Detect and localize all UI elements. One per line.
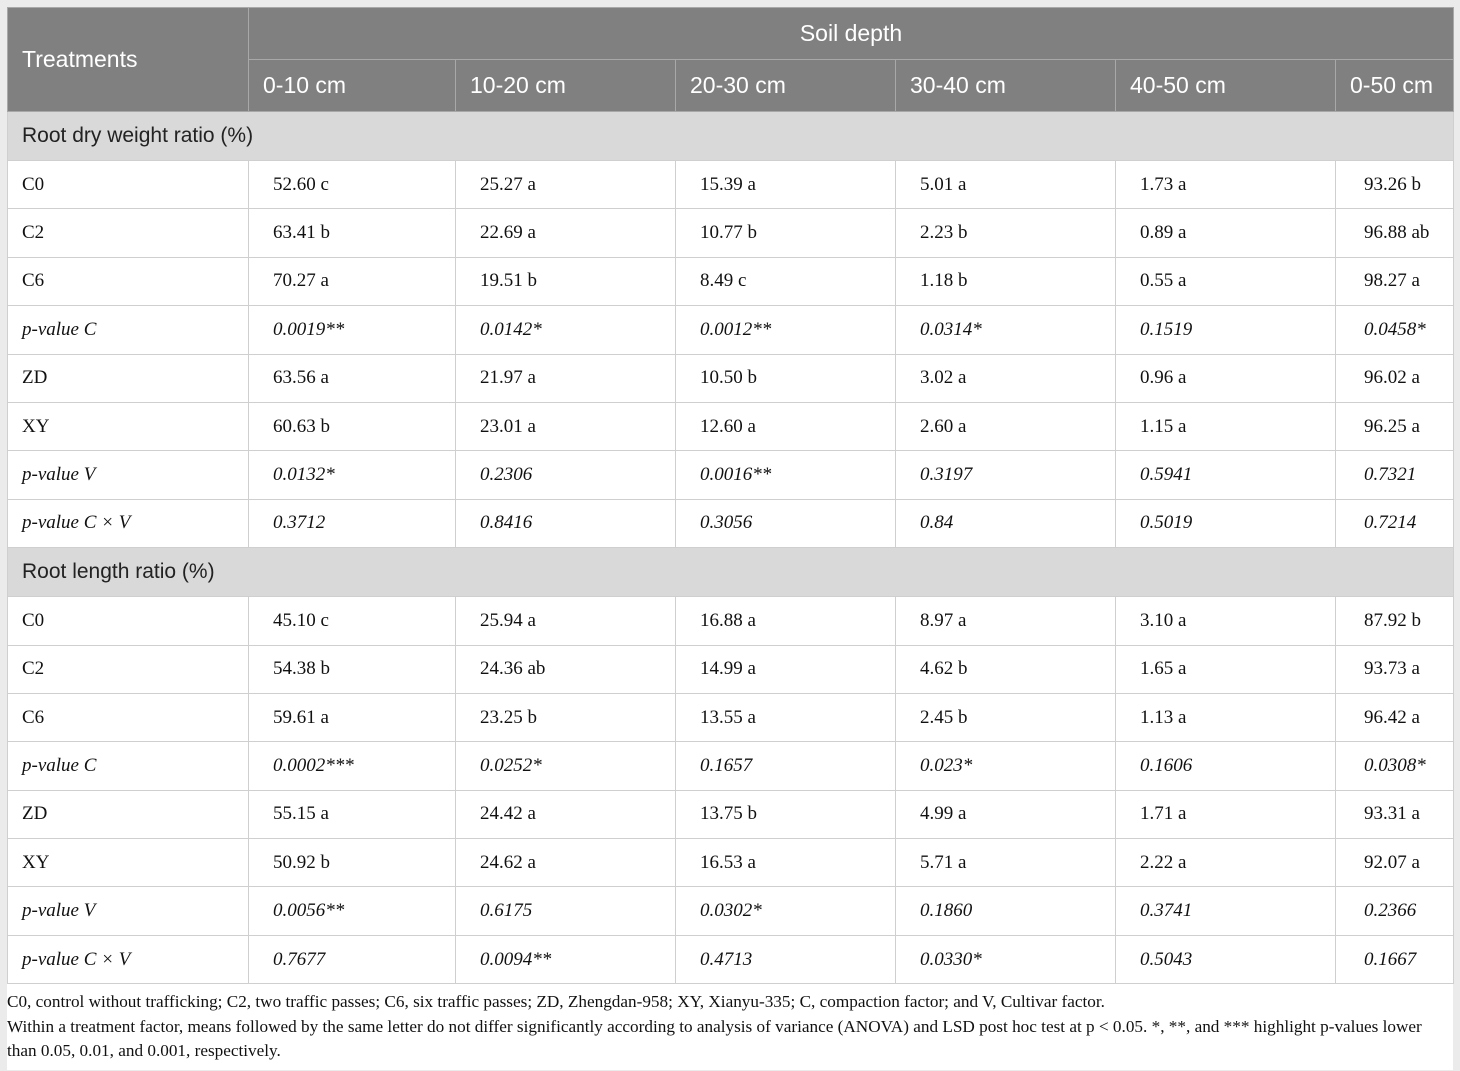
table-cell: 2.45 b: [896, 693, 1116, 741]
table-cell: 0.0002***: [249, 742, 456, 790]
table-cell: 15.39 a: [676, 161, 896, 209]
table-cell: 0.84: [896, 499, 1116, 547]
column-header: 0-50 cm: [1336, 60, 1454, 112]
table-cell: 0.1606: [1116, 742, 1336, 790]
row-label: C6: [8, 693, 249, 741]
table-cell: 0.5019: [1116, 499, 1336, 547]
table-cell: 0.8416: [456, 499, 676, 547]
column-header: 0-10 cm: [249, 60, 456, 112]
table-cell: 0.0330*: [896, 935, 1116, 983]
column-header: 40-50 cm: [1116, 60, 1336, 112]
table-cell: 0.0019**: [249, 306, 456, 354]
table-row: [8, 257, 1454, 305]
row-label: XY: [8, 402, 249, 450]
row-label: C2: [8, 645, 249, 693]
table-cell: 12.60 a: [676, 402, 896, 450]
table-row: [8, 645, 1454, 693]
table-cell: 24.62 a: [456, 839, 676, 887]
column-header: 30-40 cm: [896, 60, 1116, 112]
table-cell: 0.0314*: [896, 306, 1116, 354]
table-cell: 0.96 a: [1116, 354, 1336, 402]
table-cell: 70.27 a: [249, 257, 456, 305]
table-row: [8, 693, 1454, 741]
table-cell: 0.6175: [456, 887, 676, 935]
table-cell: 98.27 a: [1336, 257, 1454, 305]
table-cell: 63.41 b: [249, 209, 456, 257]
table-cell: 96.25 a: [1336, 402, 1454, 450]
table-cell: 5.71 a: [896, 839, 1116, 887]
table-cell: 0.2366: [1336, 887, 1454, 935]
row-label: p-value C × V: [8, 935, 249, 983]
row-label: p-value C: [8, 742, 249, 790]
section-header-row: [8, 112, 1454, 161]
row-label: C6: [8, 257, 249, 305]
table-cell: 25.94 a: [456, 597, 676, 645]
table-cell: 1.73 a: [1116, 161, 1336, 209]
table-row: [8, 402, 1454, 450]
footnote-abbreviations: C0, control without trafficking; C2, two traffic passes; C6, six traffic passes; ZD, Zhengdan-958; XY, Xianyu-335; C, compaction factor; and V, Cultivar factor.: [7, 992, 1105, 1012]
table-cell: 45.10 c: [249, 597, 456, 645]
table-cell: 3.10 a: [1116, 597, 1336, 645]
table-cell: 1.65 a: [1116, 645, 1336, 693]
table-cell: 25.27 a: [456, 161, 676, 209]
table-cell: 93.31 a: [1336, 790, 1454, 838]
table-row: [8, 354, 1454, 402]
table-cell: 3.02 a: [896, 354, 1116, 402]
row-label: p-value C × V: [8, 499, 249, 547]
table-cell: 92.07 a: [1336, 839, 1454, 887]
table-cell: 10.50 b: [676, 354, 896, 402]
table-row: [8, 306, 1454, 354]
table-cell: 87.92 b: [1336, 597, 1454, 645]
table-cell: 54.38 b: [249, 645, 456, 693]
table-row: [8, 499, 1454, 547]
table-cell: 21.97 a: [456, 354, 676, 402]
table-row: [8, 597, 1454, 645]
table-cell: 96.88 ab: [1336, 209, 1454, 257]
table-cell: 0.7677: [249, 935, 456, 983]
table-cell: 0.7214: [1336, 499, 1454, 547]
table-body: [8, 112, 1454, 984]
row-label: p-value C: [8, 306, 249, 354]
table-row: [8, 839, 1454, 887]
table-cell: 4.62 b: [896, 645, 1116, 693]
table-row: [8, 935, 1454, 983]
table-cell: 4.99 a: [896, 790, 1116, 838]
row-label: XY: [8, 839, 249, 887]
table-cell: 8.49 c: [676, 257, 896, 305]
table-cell: 52.60 c: [249, 161, 456, 209]
table-cell: 22.69 a: [456, 209, 676, 257]
table-cell: 0.0308*: [1336, 742, 1454, 790]
section-title: Root dry weight ratio (%): [8, 112, 1454, 161]
table-row: [8, 161, 1454, 209]
table-cell: 0.3712: [249, 499, 456, 547]
table-cell: 93.73 a: [1336, 645, 1454, 693]
table-cell: 16.88 a: [676, 597, 896, 645]
table-cell: 0.0252*: [456, 742, 676, 790]
row-label: C0: [8, 161, 249, 209]
table-cell: 0.55 a: [1116, 257, 1336, 305]
table-cell: 14.99 a: [676, 645, 896, 693]
table-row: [8, 887, 1454, 935]
section-header-row: [8, 548, 1454, 597]
table-cell: 0.7321: [1336, 451, 1454, 499]
table-cell: 0.0012**: [676, 306, 896, 354]
table-cell: 0.023*: [896, 742, 1116, 790]
row-label: ZD: [8, 790, 249, 838]
table-cell: 0.1667: [1336, 935, 1454, 983]
table-cell: 1.13 a: [1116, 693, 1336, 741]
table-cell: 23.01 a: [456, 402, 676, 450]
table-cell: 0.5043: [1116, 935, 1336, 983]
table-cell: 19.51 b: [456, 257, 676, 305]
table-row: [8, 451, 1454, 499]
table-cell: 55.15 a: [249, 790, 456, 838]
table-cell: 24.36 ab: [456, 645, 676, 693]
table-cell: 63.56 a: [249, 354, 456, 402]
table-cell: 0.0056**: [249, 887, 456, 935]
table-cell: 0.3741: [1116, 887, 1336, 935]
table-row: [8, 209, 1454, 257]
table-cell: 0.5941: [1116, 451, 1336, 499]
table-cell: 24.42 a: [456, 790, 676, 838]
table-cell: 0.4713: [676, 935, 896, 983]
table-cell: 5.01 a: [896, 161, 1116, 209]
table-cell: 59.61 a: [249, 693, 456, 741]
table-cell: 60.63 b: [249, 402, 456, 450]
table-cell: 2.60 a: [896, 402, 1116, 450]
table-cell: 23.25 b: [456, 693, 676, 741]
column-header: 20-30 cm: [676, 60, 896, 112]
table-cell: 13.55 a: [676, 693, 896, 741]
treatments-header: Treatments: [8, 8, 249, 112]
table-cell: 1.15 a: [1116, 402, 1336, 450]
table-cell: 0.89 a: [1116, 209, 1336, 257]
section-title: Root length ratio (%): [8, 548, 1454, 597]
footnote-statistics: Within a treatment factor, means followed by the same letter do not differ significantly according to analysis of variance (ANOVA) and LSD post hoc test at p < 0.05. *, **, and *** highlight p-values lower than 0.05, 0.01, and 0.001, respectively.: [7, 1016, 1422, 1061]
soil-depth-header: Soil depth: [249, 8, 1454, 60]
table-row: [8, 790, 1454, 838]
row-label: C2: [8, 209, 249, 257]
table-cell: 1.71 a: [1116, 790, 1336, 838]
table-cell: 2.22 a: [1116, 839, 1336, 887]
table-cell: 0.1519: [1116, 306, 1336, 354]
table-cell: 0.3197: [896, 451, 1116, 499]
table-cell: 0.2306: [456, 451, 676, 499]
table-cell: 0.1860: [896, 887, 1116, 935]
column-header: 10-20 cm: [456, 60, 676, 112]
table-cell: 93.26 b: [1336, 161, 1454, 209]
table-cell: 1.18 b: [896, 257, 1116, 305]
table-cell: 0.0302*: [676, 887, 896, 935]
table-cell: 2.23 b: [896, 209, 1116, 257]
table-header: [8, 8, 1454, 112]
table-cell: 13.75 b: [676, 790, 896, 838]
row-label: C0: [8, 597, 249, 645]
row-label: ZD: [8, 354, 249, 402]
row-label: p-value V: [8, 451, 249, 499]
table-row: [8, 742, 1454, 790]
table-cell: 0.3056: [676, 499, 896, 547]
table-cell: 0.1657: [676, 742, 896, 790]
row-label: p-value V: [8, 887, 249, 935]
table-cell: 16.53 a: [676, 839, 896, 887]
table-cell: 96.02 a: [1336, 354, 1454, 402]
table-cell: 96.42 a: [1336, 693, 1454, 741]
results-table: [7, 7, 1454, 984]
table-cell: 0.0458*: [1336, 306, 1454, 354]
table-footnotes: [7, 984, 1453, 1070]
table-cell: 8.97 a: [896, 597, 1116, 645]
table-cell: 0.0142*: [456, 306, 676, 354]
data-table-container: [7, 7, 1453, 1070]
table-cell: 10.77 b: [676, 209, 896, 257]
table-cell: 0.0094**: [456, 935, 676, 983]
table-cell: 0.0132*: [249, 451, 456, 499]
table-cell: 0.0016**: [676, 451, 896, 499]
table-cell: 50.92 b: [249, 839, 456, 887]
